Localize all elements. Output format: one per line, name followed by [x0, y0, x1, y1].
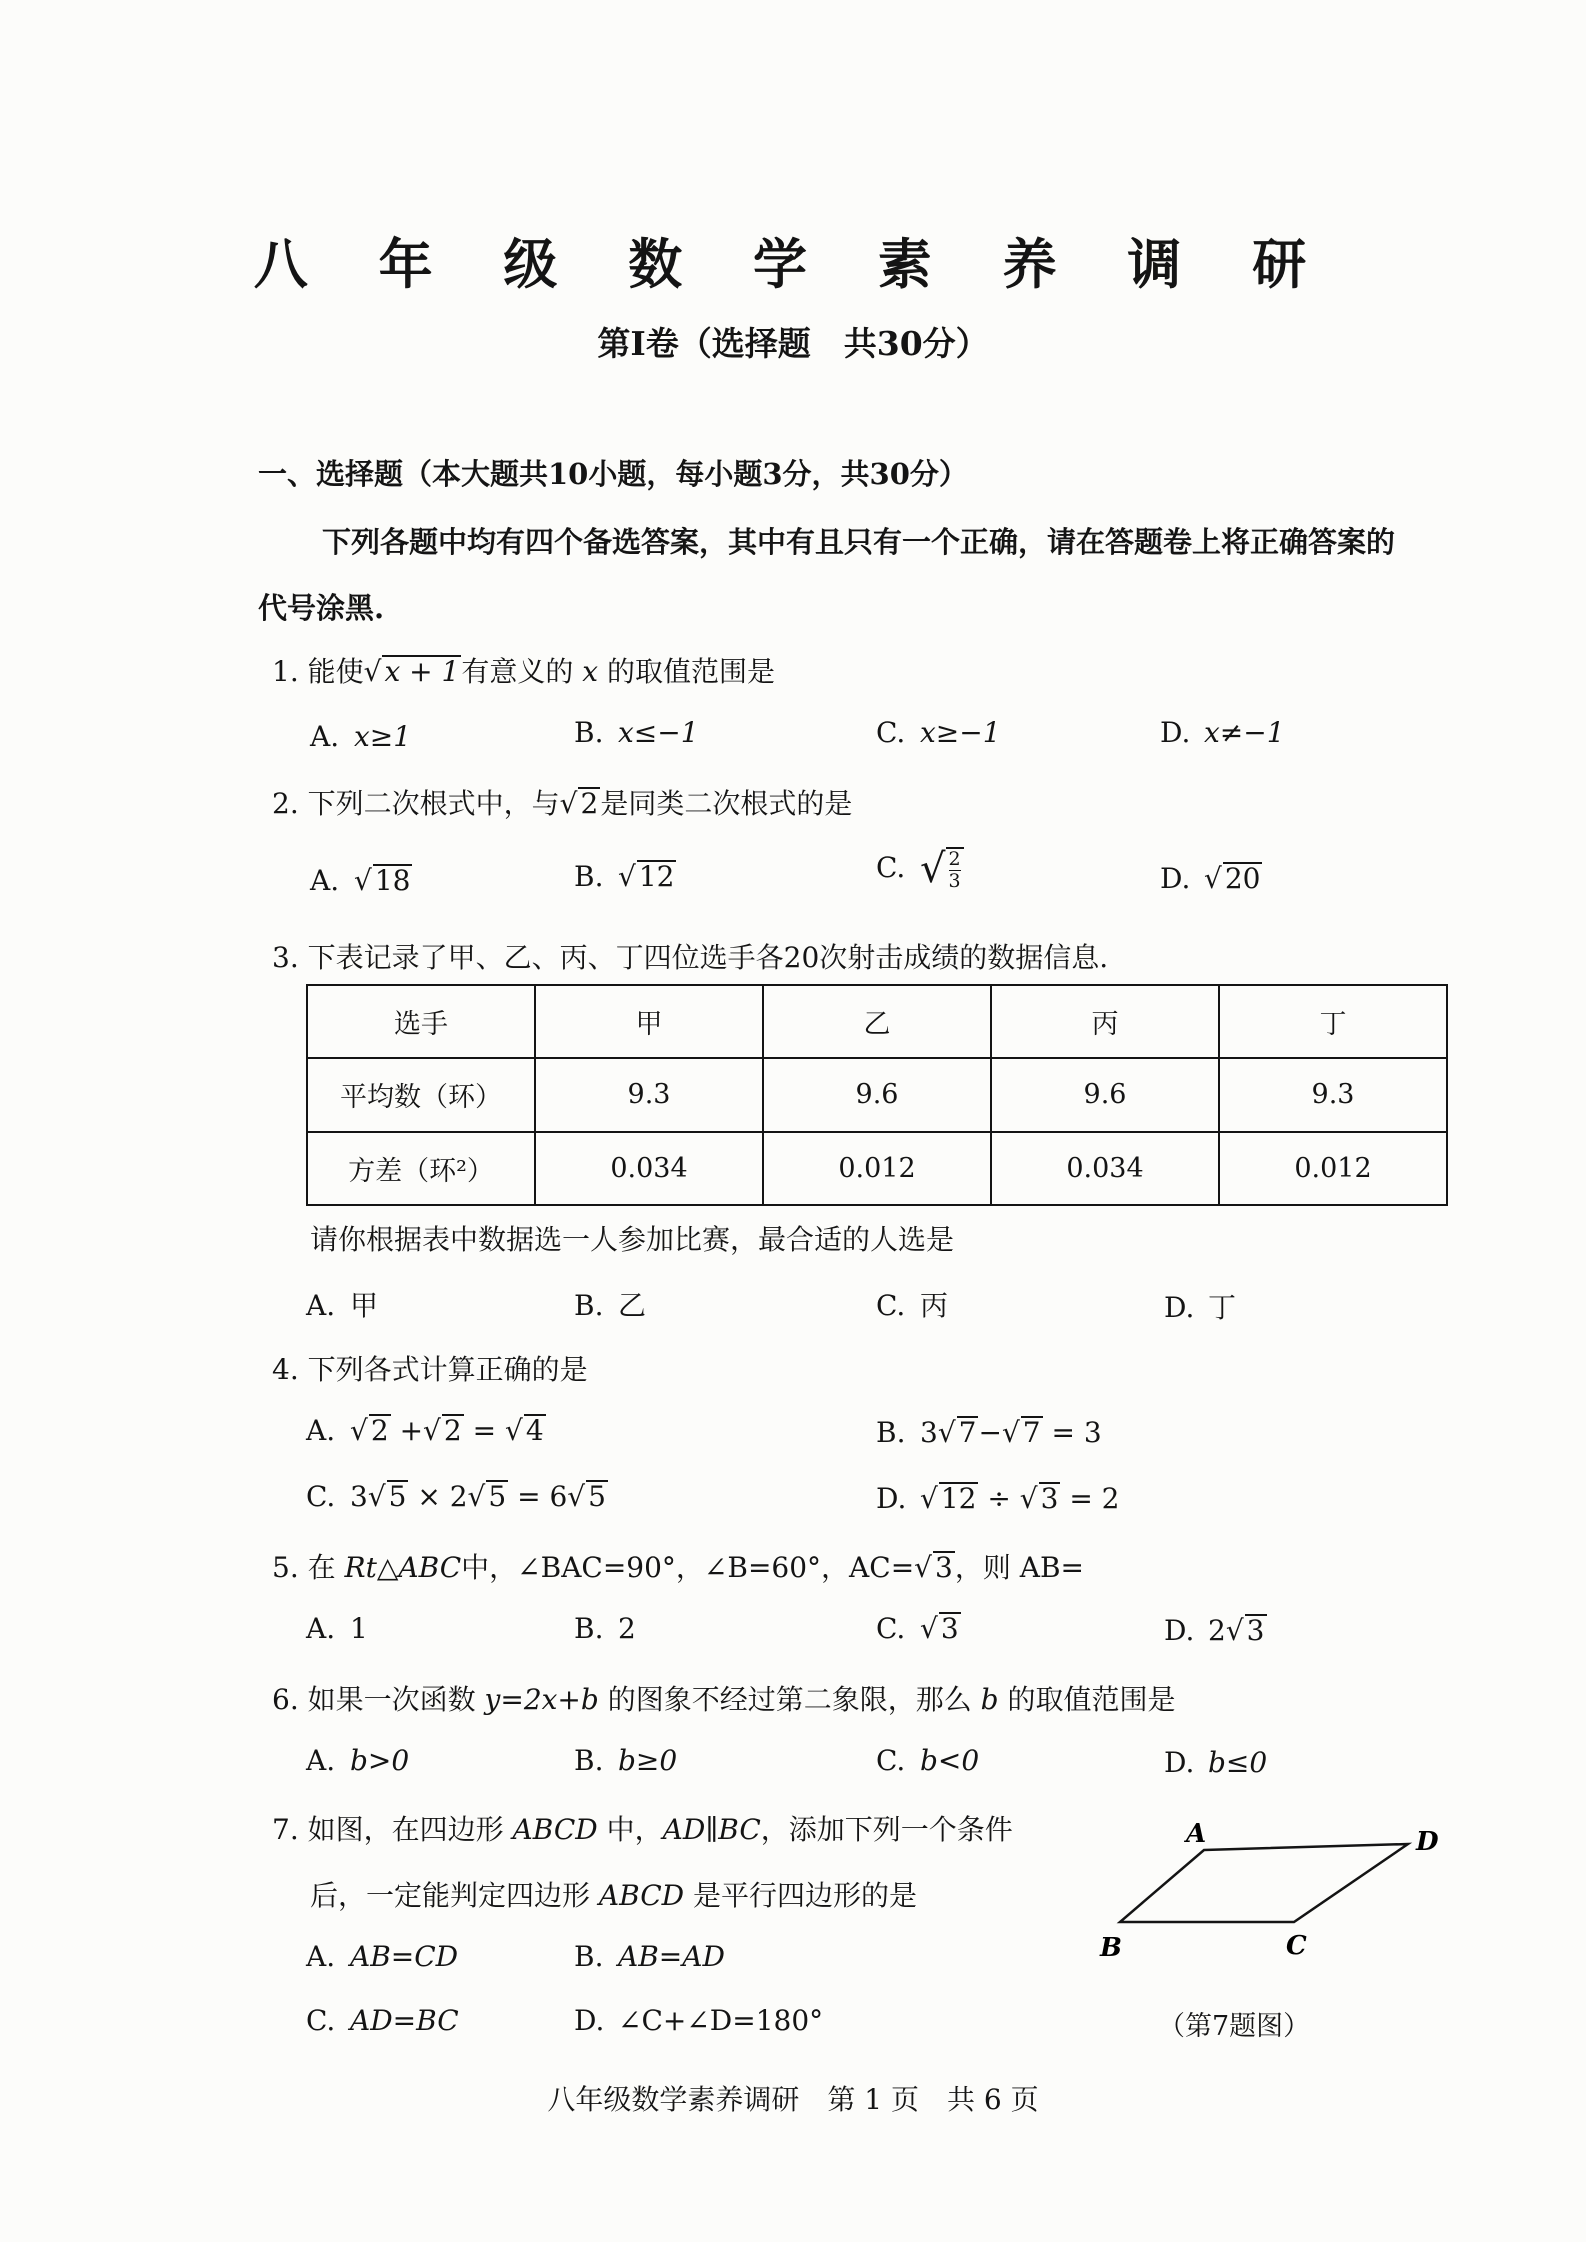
question-3-stem: [272, 936, 1108, 976]
stem-text: 的取值范围是: [606, 655, 775, 688]
question-4-stem: [272, 1348, 588, 1388]
triangle-name: Rt△ABC: [344, 1551, 462, 1584]
question-number: 7.: [272, 1813, 299, 1846]
table-cell: 方差（环²）: [307, 1132, 535, 1205]
q5-option-c: C. √ 3: [876, 1612, 959, 1645]
table-cell: 乙: [763, 985, 991, 1058]
q7-option-c: C. AD=BC: [306, 2004, 459, 2037]
table-row: [307, 1058, 1447, 1131]
q3-option-d: D. 丁: [1164, 1291, 1237, 1324]
q2-option-b: B. √ 12: [574, 860, 675, 893]
function-expression: y=2x+b: [484, 1683, 599, 1716]
q5-option-b: B. 2: [574, 1612, 636, 1645]
instruction-line-2: 代号涂黑.: [258, 591, 385, 625]
section-heading: 一、选择题（本大题共10小题，每小题3分，共30分）: [258, 457, 968, 491]
instruction-line-1: 下列各题中均有四个备选答案，其中有且只有一个正确，请在答题卷上将正确答案的: [322, 525, 1396, 559]
table-cell: 选手: [307, 985, 535, 1058]
table-cell: 9.3: [535, 1058, 763, 1131]
question-number: 4.: [272, 1353, 299, 1386]
sqrt-expression: √ x + 1: [363, 655, 460, 688]
question-number: 5.: [272, 1551, 299, 1584]
table-cell: 丙: [991, 985, 1219, 1058]
q6-option-c: C. b<0: [876, 1744, 980, 1777]
table-cell: 0.012: [1219, 1132, 1447, 1205]
variable: x: [582, 655, 599, 688]
q6-option-b: B. b≥0: [574, 1744, 678, 1777]
question-3-prompt: 请你根据表中数据选一人参加比赛，最合适的人选是: [310, 1223, 955, 1256]
q1-option-d: D. x≠−1: [1160, 716, 1285, 749]
q1-option-b: B. x≤−1: [574, 716, 699, 749]
q5-option-d: D. 2√ 3: [1164, 1614, 1265, 1647]
q4-option-d: D. √ 12 ÷ √ 3 = 2: [876, 1482, 1120, 1515]
q4-option-b: B. 3√ 7−√ 7 = 3: [876, 1416, 1102, 1449]
table-header-row: [307, 985, 1447, 1058]
q6-option-a: A. b>0: [306, 1744, 410, 1777]
table-cell: 0.034: [991, 1132, 1219, 1205]
table-cell: 9.6: [991, 1058, 1219, 1131]
question-1-stem: [272, 650, 775, 690]
stem-text: 下列各式计算正确的是: [307, 1353, 588, 1386]
q1-option-c: C. x≥−1: [876, 716, 1001, 749]
q5-option-a: A. 1: [306, 1612, 368, 1645]
stem-text: 是同类二次根式的是: [600, 787, 853, 820]
q2-option-a: A. √ 18: [310, 864, 411, 897]
q2-option-d: D. √ 20: [1160, 862, 1261, 895]
stem-text: 下表记录了甲、乙、丙、丁四位选手各20次射击成绩的数据信息.: [307, 941, 1109, 974]
vertex-label-c: C: [1286, 1931, 1307, 1961]
q1-option-a: A. x≥1: [310, 720, 412, 753]
table-cell: 甲: [535, 985, 763, 1058]
paper-subtitle: 第Ⅰ卷（选择题 共30分）: [597, 324, 989, 363]
table-cell: 平均数（环）: [307, 1058, 535, 1131]
table-cell: 9.3: [1219, 1058, 1447, 1131]
quadrilateral-figure: [1086, 1820, 1446, 2010]
q2-option-c: C. √ $\frac{2}{3}$: [876, 846, 964, 892]
score-table: [306, 984, 1448, 1206]
q3-option-c: C. 丙: [876, 1289, 949, 1322]
q6-option-d: D. b≤0: [1164, 1746, 1268, 1779]
question-5-stem: 5. 在 Rt△ABC中，∠BAC=90°，∠B=60°，AC=√ 3，则 AB=: [272, 1551, 1085, 1584]
sqrt-expression: √ 2: [559, 787, 599, 820]
question-7-stem-line-2: 后，一定能判定四边形 ABCD 是平行四边形的是: [310, 1879, 918, 1912]
question-number: 1.: [272, 655, 299, 688]
table-cell: 0.034: [535, 1132, 763, 1205]
table-cell: 丁: [1219, 985, 1447, 1058]
radicand: x + 1: [384, 655, 460, 688]
question-number: 2.: [272, 787, 299, 820]
q7-option-d: D. ∠C+∠D=180°: [574, 2004, 824, 2037]
stem-text: 有意义的: [461, 655, 574, 688]
figure-caption: （第7题图）: [1158, 2011, 1311, 2042]
page-title: 八 年 级 数 学 素 养 调 研: [253, 232, 1333, 296]
q7-option-b: B. AB=AD: [574, 1940, 725, 1973]
q7-option-a: A. AB=CD: [306, 1940, 459, 1973]
stem-text: 能使: [307, 655, 364, 688]
page-footer: 八年级数学素养调研 第 1 页 共 6 页: [547, 2083, 1039, 2116]
vertex-label-d: D: [1416, 1827, 1439, 1857]
question-2-stem: [272, 782, 852, 822]
vertex-label-a: A: [1186, 1820, 1207, 1849]
question-number: 6.: [272, 1683, 299, 1716]
q3-option-b: B. 乙: [574, 1289, 647, 1322]
table-cell: 0.012: [763, 1132, 991, 1205]
question-6-stem: 6. 如果一次函数 y=2x+b 的图象不经过第二象限，那么 b 的取值范围是: [272, 1683, 1176, 1716]
stem-text: 下列二次根式中，与: [307, 787, 560, 820]
table-cell: 9.6: [763, 1058, 991, 1131]
question-number: 3.: [272, 941, 299, 974]
vertex-label-b: B: [1100, 1933, 1122, 1963]
q3-option-a: A. 甲: [306, 1289, 379, 1322]
question-7-stem-line-1: 7. 如图，在四边形 ABCD 中，AD∥BC，添加下列一个条件: [272, 1813, 1013, 1846]
table-row: [307, 1132, 1447, 1205]
quadrilateral-abcd: [1120, 1844, 1408, 1922]
q4-option-c: C. 3√ 5 × 2√ 5 = 6√ 5: [306, 1480, 606, 1513]
q4-option-a: A. √ 2 +√ 2 = √ 4: [306, 1414, 544, 1447]
